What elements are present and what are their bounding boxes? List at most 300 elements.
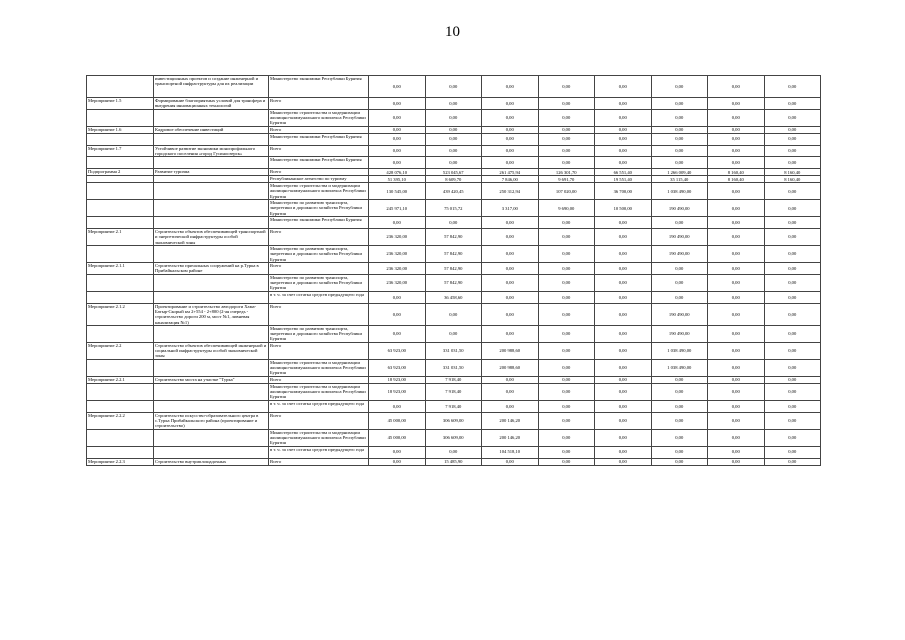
row-value-cell: 0,00 [764, 383, 821, 400]
table-row [87, 400, 821, 412]
row-value-cell: 0,00 [369, 76, 426, 98]
row-value-cell: 0,00 [651, 263, 708, 275]
row-value-cell: 1 038 490,00 [651, 342, 708, 359]
row-source-cell: Всего [269, 229, 369, 246]
row-value-cell: 236 320,00 [369, 263, 426, 275]
row-value-cell: 9 690,00 [538, 200, 595, 217]
row-name-cell [154, 133, 269, 145]
row-name-cell [154, 109, 269, 126]
row-value-cell: 0,00 [595, 246, 652, 263]
row-source-cell: Всего [269, 169, 369, 176]
table-row [87, 458, 821, 465]
row-value-cell: 0,00 [595, 303, 652, 325]
row-value-cell: 0,00 [538, 303, 595, 325]
row-value-cell: 0,00 [482, 217, 539, 229]
row-source-cell: Всего [269, 98, 369, 110]
row-value-cell: 0,00 [764, 458, 821, 465]
row-value-cell: 1 038 490,00 [651, 359, 708, 376]
row-value-cell: 0,00 [708, 145, 765, 157]
row-value-cell: 0,00 [538, 263, 595, 275]
row-value-cell: 0,00 [482, 126, 539, 133]
row-value-cell: 0,00 [764, 183, 821, 200]
row-code-cell [87, 217, 154, 229]
row-value-cell: 0,00 [708, 446, 765, 458]
row-source-cell: Министерство экономики Республики Бурятия [269, 217, 369, 229]
row-value-cell: 0,00 [708, 342, 765, 359]
row-value-cell: 0,00 [595, 274, 652, 291]
row-value-cell: 0,00 [764, 263, 821, 275]
row-value-cell: 0,00 [708, 412, 765, 429]
row-source-cell: Министерство экономики Республики Бурятия [269, 157, 369, 169]
row-value-cell: 523 045,67 [425, 169, 482, 176]
row-source-cell: Всего [269, 126, 369, 133]
row-value-cell: 1 038 490,00 [651, 183, 708, 200]
row-value-cell: 63 923,00 [369, 359, 426, 376]
row-name-cell [154, 359, 269, 376]
row-value-cell: 0,00 [538, 458, 595, 465]
row-value-cell: 0,00 [764, 109, 821, 126]
row-value-cell: 428 076,10 [369, 169, 426, 176]
row-name-cell: Проектирование и строительство автодороги Хама-Батыр-Скорый км 2+554 - 2+800 (2-ая очередь - строительство дороги 200 м, мост №1, ливневая канализация №1) [154, 303, 269, 325]
row-name-cell [154, 183, 269, 200]
row-value-cell: 0,00 [708, 400, 765, 412]
row-value-cell: 8 160,40 [764, 169, 821, 176]
row-value-cell: 200 988,60 [482, 342, 539, 359]
row-value-cell: 0,00 [651, 157, 708, 169]
row-name-cell: Формирование благоприятных условий для трансфера и внедрения инновационных технологий [154, 98, 269, 110]
row-source-cell: Министерство по развитию транспорта, энергетики и дорожного хозяйства Республики Бурятия [269, 246, 369, 263]
row-source-cell: Всего [269, 263, 369, 275]
row-value-cell: 0,00 [764, 429, 821, 446]
row-name-cell [154, 446, 269, 458]
row-value-cell: 236 320,00 [369, 229, 426, 246]
row-value-cell: 0,00 [764, 157, 821, 169]
row-value-cell: 0,00 [482, 458, 539, 465]
row-code-cell [87, 400, 154, 412]
row-name-cell: Развитие туризма [154, 169, 269, 176]
row-value-cell: 7 918,40 [425, 400, 482, 412]
row-value-cell: 0,00 [425, 145, 482, 157]
row-value-cell: 0,00 [538, 383, 595, 400]
row-value-cell: 0,00 [595, 98, 652, 110]
row-value-cell: 0,00 [425, 217, 482, 229]
row-value-cell: 0,00 [369, 303, 426, 325]
row-value-cell: 0,00 [595, 325, 652, 342]
row-value-cell: 0,00 [482, 246, 539, 263]
row-value-cell: 35 115,40 [651, 176, 708, 183]
row-value-cell: 0,00 [708, 200, 765, 217]
row-value-cell: 0,00 [369, 446, 426, 458]
row-value-cell: 0,00 [651, 458, 708, 465]
row-code-cell [87, 200, 154, 217]
row-code-cell: Мероприятие 1.7 [87, 145, 154, 157]
row-value-cell: 236 320,00 [369, 246, 426, 263]
row-name-cell: Строительство объектов обеспечивающей инженерной и социальной инфраструктуры особой экономической зоны [154, 342, 269, 359]
row-value-cell: 0,00 [764, 133, 821, 145]
row-value-cell: 75 015,72 [425, 200, 482, 217]
row-value-cell: 0,00 [482, 383, 539, 400]
row-value-cell: 57 842,90 [425, 229, 482, 246]
row-source-cell: Министерство строительства и модернизации жилищно-коммунального комплекса Республики Бурятия [269, 183, 369, 200]
table-row [87, 274, 821, 291]
row-value-cell: 0,00 [425, 98, 482, 110]
row-source-cell: Министерство по развитию транспорта, энергетики и дорожного хозяйства Республики Бурятия [269, 325, 369, 342]
row-value-cell: 0,00 [425, 133, 482, 145]
row-value-cell: 190 490,00 [651, 303, 708, 325]
row-value-cell: 0,00 [538, 446, 595, 458]
row-value-cell: 0,00 [764, 200, 821, 217]
table-row [87, 446, 821, 458]
row-value-cell: 0,00 [708, 217, 765, 229]
row-source-cell: Всего [269, 458, 369, 465]
row-value-cell: 0,00 [425, 109, 482, 126]
table-row [87, 342, 821, 359]
row-value-cell: 0,00 [538, 291, 595, 303]
row-value-cell: 0,00 [369, 98, 426, 110]
row-code-cell [87, 76, 154, 98]
row-value-cell: 0,00 [425, 126, 482, 133]
row-value-cell: 0,00 [538, 126, 595, 133]
row-source-cell: Министерство строительства и модернизации жилищно-коммунального комплекса Республики Бурятия [269, 109, 369, 126]
row-name-cell [154, 217, 269, 229]
row-value-cell: 18 923,00 [369, 383, 426, 400]
row-value-cell: 0,00 [651, 217, 708, 229]
row-value-cell: 200 988,60 [482, 359, 539, 376]
row-value-cell: 0,00 [595, 109, 652, 126]
row-code-cell [87, 157, 154, 169]
row-value-cell: 57 842,90 [425, 263, 482, 275]
row-source-cell: Всего [269, 145, 369, 157]
row-value-cell: 8 160,40 [708, 169, 765, 176]
row-value-cell: 0,00 [764, 291, 821, 303]
table-row [87, 303, 821, 325]
row-value-cell: 0,00 [538, 400, 595, 412]
row-value-cell: 0,00 [538, 246, 595, 263]
row-code-cell [87, 176, 154, 183]
row-value-cell: 0,00 [425, 303, 482, 325]
row-source-cell: в т. ч. за счет остатка средств предыдущего года [269, 446, 369, 458]
row-value-cell: 0,00 [369, 145, 426, 157]
row-name-cell [154, 176, 269, 183]
row-value-cell: 236 320,00 [369, 274, 426, 291]
row-value-cell: 0,00 [651, 412, 708, 429]
row-value-cell: 0,00 [595, 446, 652, 458]
table-row [87, 383, 821, 400]
row-value-cell: 0,00 [538, 145, 595, 157]
row-value-cell: 1 266 009,40 [651, 169, 708, 176]
row-name-cell [154, 200, 269, 217]
table-row [87, 76, 821, 98]
row-code-cell [87, 383, 154, 400]
table-row [87, 133, 821, 145]
table-row [87, 217, 821, 229]
row-value-cell: 245 971,10 [369, 200, 426, 217]
row-value-cell: 0,00 [651, 76, 708, 98]
row-value-cell: 0,00 [482, 76, 539, 98]
row-value-cell: 0,00 [651, 446, 708, 458]
row-value-cell: 306 609,00 [425, 429, 482, 446]
row-source-cell: Всего [269, 376, 369, 383]
table-row [87, 376, 821, 383]
table-row [87, 229, 821, 246]
row-code-cell: Мероприятие 1.6 [87, 126, 154, 133]
row-value-cell: 0,00 [595, 157, 652, 169]
row-code-cell: Мероприятие 2.2 [87, 342, 154, 359]
row-value-cell: 19 551,40 [595, 176, 652, 183]
row-value-cell: 0,00 [708, 359, 765, 376]
row-value-cell: 8 609,70 [425, 176, 482, 183]
row-value-cell: 0,00 [595, 263, 652, 275]
table-row [87, 176, 821, 183]
row-value-cell: 0,00 [595, 229, 652, 246]
row-source-cell: Министерство экономики Республики Бурятия [269, 133, 369, 145]
row-value-cell: 0,00 [651, 126, 708, 133]
row-source-cell: в т. ч. за счет остатка средств предыдущего года [269, 400, 369, 412]
row-value-cell: 200 146,20 [482, 429, 539, 446]
table-row [87, 429, 821, 446]
table-row [87, 157, 821, 169]
row-value-cell: 439 420,45 [425, 183, 482, 200]
row-value-cell: 331 031,50 [425, 359, 482, 376]
row-source-cell: Всего [269, 303, 369, 325]
row-code-cell: Мероприятие 2.2.3 [87, 458, 154, 465]
row-value-cell: 0,00 [595, 359, 652, 376]
row-source-cell: Министерство по развитию транспорта, энергетики и дорожного хозяйства Республики Бурятия [269, 200, 369, 217]
row-value-cell: 45 000,00 [369, 412, 426, 429]
row-value-cell: 0,00 [538, 376, 595, 383]
row-value-cell: 0,00 [538, 217, 595, 229]
row-name-cell: Строительство искусство-образовательного центра в с.Турка Прибайкальского района (проектирование и строительство) [154, 412, 269, 429]
row-value-cell: 66 551,40 [595, 169, 652, 176]
row-value-cell: 0,00 [764, 359, 821, 376]
row-value-cell: 331 031,50 [425, 342, 482, 359]
row-value-cell: 0,00 [764, 342, 821, 359]
table-row [87, 200, 821, 217]
row-name-cell: Строительство моста на участке "Турка" [154, 376, 269, 383]
row-code-cell: Мероприятие 2.2.2 [87, 412, 154, 429]
row-value-cell: 8 160,40 [708, 176, 765, 183]
row-value-cell: 0,00 [595, 458, 652, 465]
row-value-cell: 9 691,70 [538, 176, 595, 183]
row-code-cell [87, 291, 154, 303]
row-value-cell: 51 395,10 [369, 176, 426, 183]
row-value-cell: 107 020,00 [538, 183, 595, 200]
row-value-cell: 0,00 [708, 383, 765, 400]
row-value-cell: 0,00 [764, 325, 821, 342]
row-value-cell: 306 609,00 [425, 412, 482, 429]
row-name-cell [154, 246, 269, 263]
row-value-cell: 190 490,00 [651, 325, 708, 342]
row-value-cell: 0,00 [708, 109, 765, 126]
row-value-cell: 0,00 [595, 145, 652, 157]
row-value-cell: 0,00 [651, 98, 708, 110]
row-value-cell: 63 923,00 [369, 342, 426, 359]
row-value-cell: 0,00 [538, 359, 595, 376]
row-value-cell: 0,00 [595, 376, 652, 383]
row-value-cell: 7 918,40 [425, 376, 482, 383]
row-value-cell: 0,00 [651, 291, 708, 303]
row-code-cell [87, 446, 154, 458]
row-value-cell: 0,00 [369, 291, 426, 303]
table-row [87, 291, 821, 303]
row-value-cell: 57 842,90 [425, 274, 482, 291]
row-value-cell: 0,00 [708, 263, 765, 275]
row-value-cell: 0,00 [369, 126, 426, 133]
row-value-cell: 0,00 [595, 126, 652, 133]
row-value-cell: 0,00 [708, 126, 765, 133]
row-name-cell: Устойчивое развитие экономики монопрофильного городского поселения «город Гусиноозерск» [154, 145, 269, 157]
row-name-cell: инвестиционных проектов и создание инженерной и транспортной инфраструктуры для их реализации [154, 76, 269, 98]
row-value-cell: 0,00 [369, 157, 426, 169]
row-value-cell: 0,00 [369, 109, 426, 126]
row-value-cell: 0,00 [482, 325, 539, 342]
row-value-cell: 0,00 [708, 458, 765, 465]
table-row [87, 109, 821, 126]
row-value-cell: 0,00 [595, 429, 652, 446]
row-name-cell: Строительство причальных сооружений на р.Турка в Прибайкальском районе [154, 263, 269, 275]
row-value-cell: 0,00 [764, 145, 821, 157]
row-code-cell: Мероприятие 2.1.2 [87, 303, 154, 325]
row-value-cell: 190 490,00 [651, 200, 708, 217]
row-value-cell: 0,00 [595, 133, 652, 145]
row-source-cell: Республиканское агентство по туризму [269, 176, 369, 183]
table-row [87, 246, 821, 263]
row-value-cell: 0,00 [708, 246, 765, 263]
row-value-cell: 104 518,10 [482, 446, 539, 458]
row-value-cell: 0,00 [482, 263, 539, 275]
row-value-cell: 0,00 [482, 133, 539, 145]
table-body [87, 76, 821, 466]
row-code-cell: Мероприятие 2.2.1 [87, 376, 154, 383]
row-value-cell: 0,00 [595, 76, 652, 98]
row-source-cell: Всего [269, 412, 369, 429]
table-row [87, 98, 821, 110]
row-code-cell [87, 109, 154, 126]
row-value-cell: 0,00 [764, 400, 821, 412]
row-value-cell: 0,00 [708, 76, 765, 98]
row-value-cell: 0,00 [708, 325, 765, 342]
row-value-cell: 0,00 [764, 412, 821, 429]
table-row [87, 126, 821, 133]
row-source-cell: Министерство по развитию транспорта, энергетики и дорожного хозяйства Республики Бурятия [269, 274, 369, 291]
row-value-cell: 0,00 [708, 183, 765, 200]
row-code-cell [87, 183, 154, 200]
row-value-cell: 0,00 [651, 145, 708, 157]
row-value-cell: 0,00 [369, 325, 426, 342]
row-value-cell: 0,00 [482, 400, 539, 412]
row-value-cell: 0,00 [538, 274, 595, 291]
row-value-cell: 45 000,00 [369, 429, 426, 446]
table-row [87, 183, 821, 200]
row-value-cell: 0,00 [369, 400, 426, 412]
row-value-cell: 0,00 [708, 291, 765, 303]
row-value-cell: 0,00 [425, 76, 482, 98]
row-source-cell: в т. ч. за счет остатка средств предыдущего года [269, 291, 369, 303]
row-value-cell: 0,00 [482, 303, 539, 325]
row-value-cell: 0,00 [595, 400, 652, 412]
row-value-cell: 0,00 [651, 429, 708, 446]
row-value-cell: 0,00 [764, 303, 821, 325]
row-source-cell: Министерство строительства и модернизации жилищно-коммунального комплекса Республики Бурятия [269, 383, 369, 400]
table-row [87, 145, 821, 157]
row-value-cell: 0,00 [651, 274, 708, 291]
table-row [87, 325, 821, 342]
row-code-cell [87, 429, 154, 446]
row-value-cell: 0,00 [651, 109, 708, 126]
row-value-cell: 57 842,90 [425, 246, 482, 263]
row-value-cell: 190 490,00 [651, 246, 708, 263]
row-value-cell: 0,00 [708, 157, 765, 169]
row-value-cell: 0,00 [538, 109, 595, 126]
row-value-cell: 0,00 [482, 376, 539, 383]
row-value-cell: 15 485,90 [425, 458, 482, 465]
row-value-cell: 3 317,00 [482, 200, 539, 217]
row-code-cell [87, 246, 154, 263]
row-value-cell: 0,00 [538, 133, 595, 145]
row-name-cell: Строительство объектов обеспечивающей транспортной и энергетической инфраструктуры особой экономической зоны [154, 229, 269, 246]
row-value-cell: 0,00 [538, 325, 595, 342]
row-value-cell: 0,00 [651, 383, 708, 400]
row-source-cell: Всего [269, 342, 369, 359]
row-value-cell: 0,00 [482, 229, 539, 246]
row-name-cell: Кадровое обеспечение инвестиций [154, 126, 269, 133]
row-value-cell: 0,00 [482, 157, 539, 169]
row-value-cell: 8 160,40 [764, 176, 821, 183]
row-value-cell: 0,00 [651, 133, 708, 145]
row-value-cell: 0,00 [764, 76, 821, 98]
row-value-cell: 126 301,70 [538, 169, 595, 176]
row-name-cell [154, 429, 269, 446]
row-value-cell: 0,00 [764, 229, 821, 246]
table-row [87, 169, 821, 176]
row-value-cell: 0,00 [482, 109, 539, 126]
row-value-cell: 0,00 [538, 229, 595, 246]
row-value-cell: 0,00 [764, 376, 821, 383]
row-code-cell [87, 359, 154, 376]
row-value-cell: 7 918,40 [425, 383, 482, 400]
row-value-cell: 130 545,00 [369, 183, 426, 200]
row-source-cell: Министерство строительства и модернизации жилищно-коммунального комплекса Республики Бурятия [269, 429, 369, 446]
row-source-cell: Министерство экономики Республики Бурятия [269, 76, 369, 98]
row-value-cell: 0,00 [764, 446, 821, 458]
row-value-cell: 261 475,94 [482, 169, 539, 176]
page-number: 10 [445, 24, 460, 40]
row-value-cell: 0,00 [595, 412, 652, 429]
row-value-cell: 0,00 [708, 98, 765, 110]
row-name-cell [154, 274, 269, 291]
row-name-cell [154, 291, 269, 303]
row-value-cell: 0,00 [538, 342, 595, 359]
row-code-cell [87, 133, 154, 145]
row-value-cell: 0,00 [764, 274, 821, 291]
row-name-cell [154, 325, 269, 342]
row-value-cell: 0,00 [482, 145, 539, 157]
row-value-cell: 0,00 [708, 429, 765, 446]
row-value-cell: 0,00 [708, 274, 765, 291]
row-value-cell: 0,00 [764, 246, 821, 263]
row-value-cell: 0,00 [369, 217, 426, 229]
row-value-cell: 0,00 [595, 217, 652, 229]
row-value-cell: 0,00 [595, 291, 652, 303]
row-value-cell: 0,00 [538, 429, 595, 446]
row-value-cell: 0,00 [425, 325, 482, 342]
row-value-cell: 10 500,00 [595, 200, 652, 217]
row-value-cell: 7 846,00 [482, 176, 539, 183]
row-source-cell: Министерство строительства и модернизации жилищно-коммунального комплекса Республики Бурятия [269, 359, 369, 376]
row-value-cell: 0,00 [425, 446, 482, 458]
row-value-cell: 36 458,60 [425, 291, 482, 303]
row-value-cell: 0,00 [708, 376, 765, 383]
